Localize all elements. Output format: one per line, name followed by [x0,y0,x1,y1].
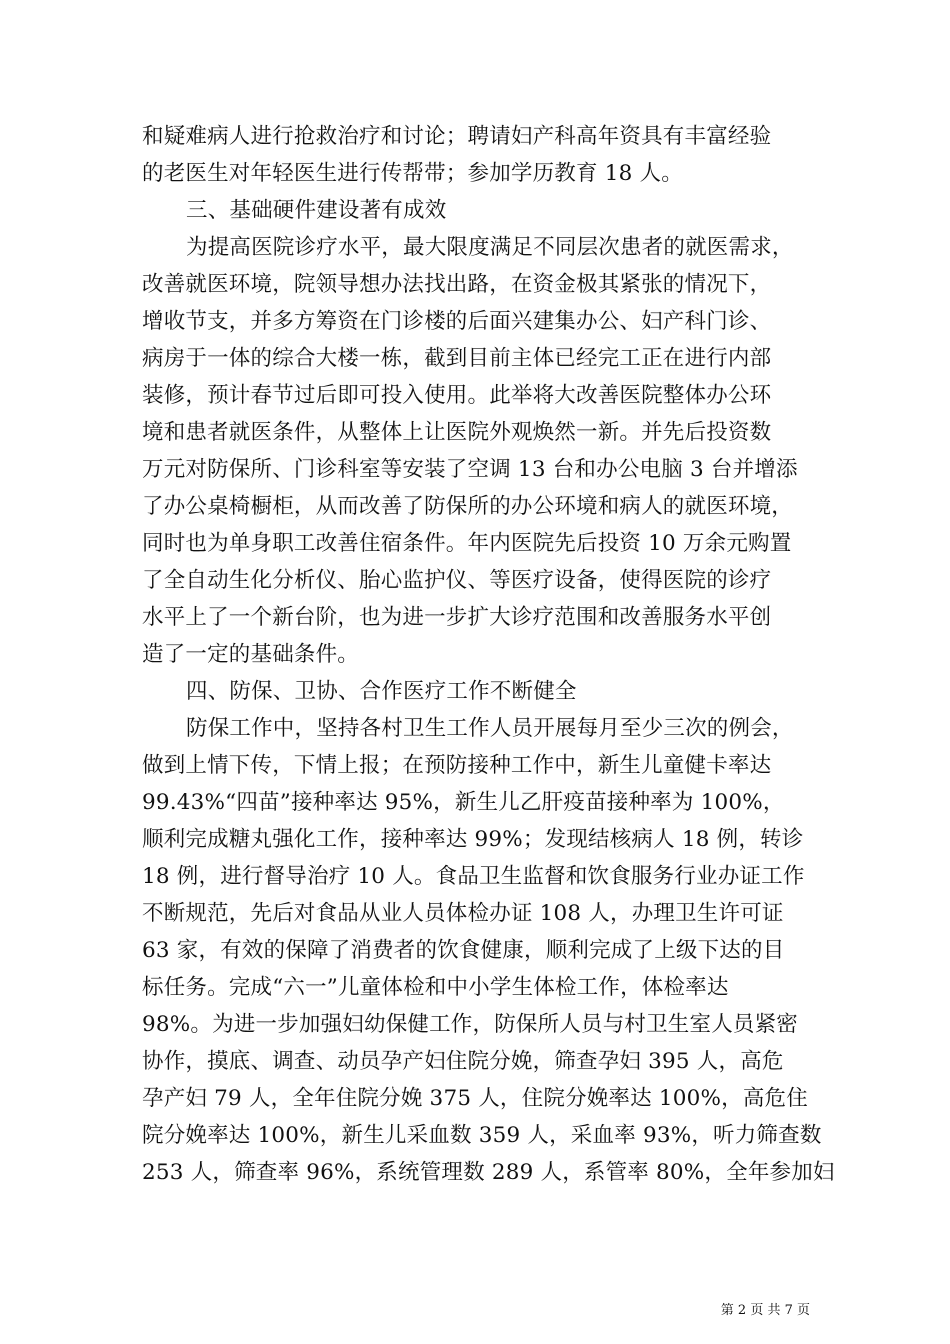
page-number: 第 2 页 共 7 页 [720,1303,810,1318]
text-line: 了办公桌椅橱柜，从而改善了防保所的办公环境和病人的就医环境， [142,494,794,519]
text-line: 水平上了一个新台阶，也为进一步扩大诊疗范围和改善服务水平创 [142,605,772,630]
text-line: 98%。为进一步加强妇幼保健工作，防保所人员与村卫生室人员紧密 [142,1012,798,1037]
text-line: 了全自动生化分析仪、胎心监护仪、等医疗设备，使得医院的诊疗 [142,568,772,593]
text-line: 的老医生对年轻医生进行传帮带；参加学历教育 18 人。 [142,161,683,186]
text-line: 为提高医院诊疗水平，最大限度满足不同层次患者的就医需求， [186,235,794,260]
text-line: 万元对防保所、门诊科室等安装了空调 13 台和办公电脑 3 台并增添 [142,457,798,482]
text-line: 院分娩率达 100%，新生儿采血数 359 人，采血率 93%，听力筛查数 [142,1123,822,1148]
text-line: 253 人，筛查率 96%，系统管理数 289 人，系管率 80%，全年参加妇 [142,1160,835,1185]
text-line: 不断规范，先后对食品从业人员体检办证 108 人，办理卫生许可证 [142,901,784,926]
text-line: 协作，摸底、调查、动员孕产妇住院分娩，筛查孕妇 395 人，高危 [142,1049,784,1074]
text-line: 改善就医环境，院领导想办法找出路，在资金极其紧张的情况下， [142,272,772,297]
text-line: 63 家，有效的保障了消费者的饮食健康，顺利完成了上级下达的目 [142,938,785,963]
text-line: 造了一定的基础条件。 [142,642,360,667]
text-line: 境和患者就医条件，从整体上让医院外观焕然一新。并先后投资数 [142,420,772,445]
text-line: 病房于一体的综合大楼一栋，截到目前主体已经完工正在进行内部 [142,346,772,371]
text-line: 18 例，进行督导治疗 10 人。食品卫生监督和饮食服务行业办证工作 [142,864,805,889]
text-line: 99.43%“四苗”接种率达 95%，新生儿乙肝疫苗接种率为 100%， [142,790,785,815]
text-line: 做到上情下传，下情上报；在预防接种工作中，新生儿童健卡率达 [142,753,772,778]
text-line: 标任务。完成“六一”儿童体检和中小学生体检工作，体检率达 [142,975,729,1000]
section-heading: 三、基础硬件建设著有成效 [186,198,447,223]
text-line: 孕产妇 79 人，全年住院分娩 375 人，住院分娩率达 100%，高危住 [142,1086,808,1111]
text-line: 顺利完成糖丸强化工作，接种率达 99%；发现结核病人 18 例，转诊 [142,827,804,852]
text-line: 和疑难病人进行抢救治疗和讨论；聘请妇产科高年资具有丰富经验 [142,124,772,149]
text-line: 同时也为单身职工改善住宿条件。年内医院先后投资 10 万余元购置 [142,531,792,556]
text-line: 增收节支，并多方筹资在门诊楼的后面兴建集办公、妇产科门诊、 [142,309,772,334]
text-line: 防保工作中，坚持各村卫生工作人员开展每月至少三次的例会， [186,716,794,741]
text-line: 装修，预计春节过后即可投入使用。此举将大改善医院整体办公环 [142,383,772,408]
section-heading: 四、防保、卫协、合作医疗工作不断健全 [186,679,577,704]
